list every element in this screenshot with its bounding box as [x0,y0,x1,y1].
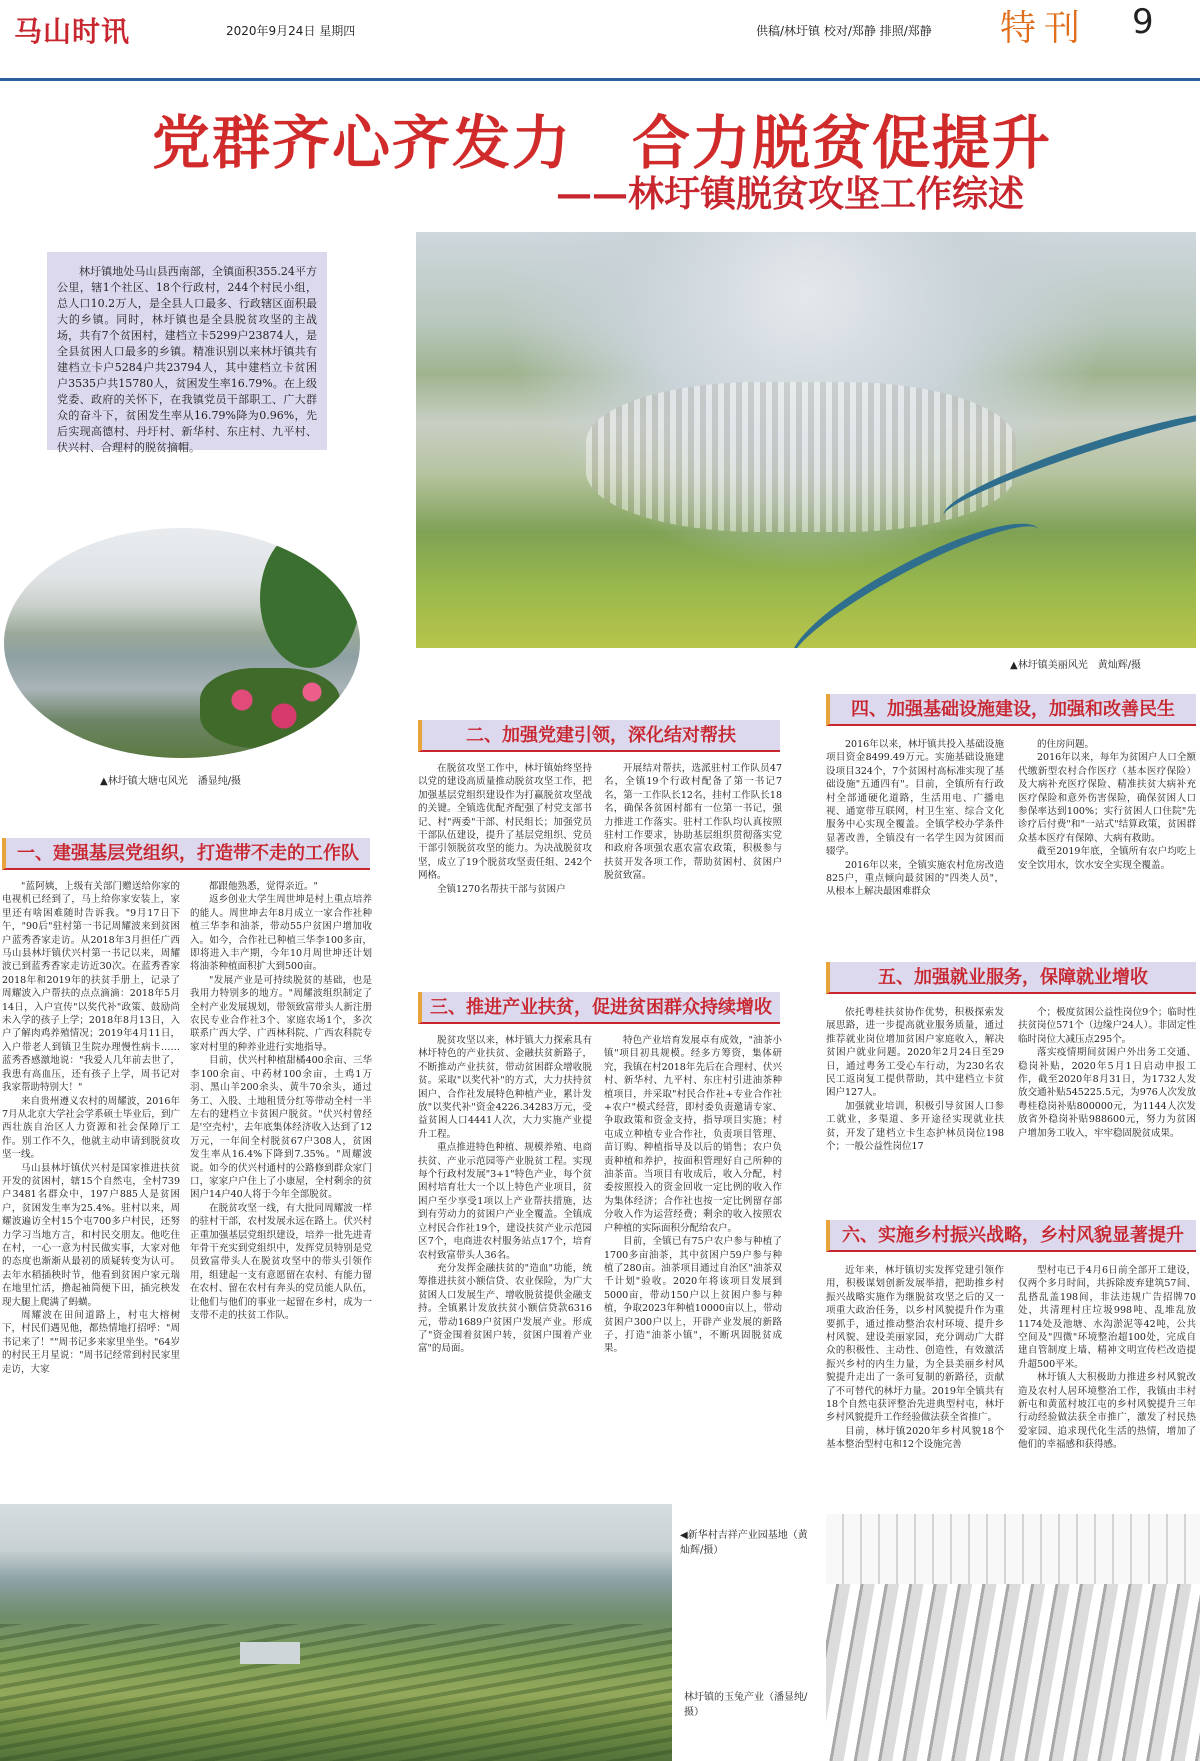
paragraph: 来自贵州遵义农村的周耀波，2016年7月从北京大学社会学系硕士毕业后，到广西壮族自治区人力资源和社会保障厅工作。别工作不久，他就主动申请到脱贫攻坚一线。 [2,1095,180,1161]
tea-photo-caption: ◀新华村吉祥产业园基地（黄灿辉/摄） [680,1530,808,1556]
photo-tree [260,528,360,668]
paragraph: 目前，林圩镇2020年乡村风貌18个基本整治型村屯和12个设施完善 [826,1425,1004,1451]
paragraph: 截至2019年底，全镇所有农户均吃上安全饮用水，饮水安全实现全覆盖。 [1018,846,1196,871]
paragraph: 2016年以来，全镇实施农村危房改造825户，重点倾向最贫困的"四类人员"，从根本上解决最困难群众 [826,859,1004,898]
village-lake-photo [4,528,360,758]
intro-text: 林圩镇地处马山县西南部，全镇面积355.24平方公里，辖1个社区、18个行政村，244个村民小组，总人口10.2万人，是全县人口最多、行政辖区面积最大的乡镇。同时，林圩镇也是全县脱贫攻坚的主战场，共有7个贫困村，建档立卡5299户23874人，是全县贫困人口最多的乡镇。精准识别以来林圩镇共有建档立卡户5284户共23794人，其中建档立卡贫困户3535户共15780人，贫困发生率16.79%。在上级党委、政府的关怀下，在我镇党员干部职工、广大群众的奋斗下，贫困发生率从16.79%降为0.96%，先后实现高德村、丹圩村、新华村、东庄村、九平村、伏兴村、合理村的脱贫摘帽。 [57,265,317,454]
editor-credits: 供稿/林圩镇 校对/郑静 排照/郑静 [756,24,932,38]
paragraph: 脱贫攻坚以来，林圩镇大力探索具有林圩特色的产业扶贫、金融扶贫新路子，不断推动产业扶贫，带动贫困群众增收脱贫。采取"以奖代补"的方式，大力扶持贫困户、合作社发展特色种植产业，累计发放"以奖代补"资金4226.34283万元，受益贫困人口4441人次，大力实施产业提升工程。 [418,1035,592,1140]
paragraph: 周耀波在田间道路上，村屯大榕树下，村民们遇见他，都热情地打招呼："周书记来了！""周书记多来家里坐坐。"64岁的村民王月星说："周书记经常到村民家里走访，大家 [2,1310,180,1375]
mushroom-photo-caption: 林圩镇的玉兔产业（潘显纯/摄） [684,1692,808,1718]
section-4-column-b [1018,738,1196,956]
section-3-heading: 三、推进产业扶贫，促进贫困群众持续增收 [418,992,780,1024]
photo-crop-rows [0,1624,672,1761]
paragraph: 2016年以来，林圩镇共投入基础设施项目资金8499.49万元。实施基础设施建设项目324个，7个贫困村高标准实现了基础设施"五通四有"。目前，全镇所有行政村全部通硬化道路，生活用电、广播电视、通宽带互联网，村卫生室、综合文化服务中心实现全覆盖。全镇学校办学条件显著改善，全镇没有一名学生因为贫困而辍学。 [826,739,1004,858]
paragraph: 目前，全镇已有75户农户参与种植了1700多亩油茶，其中贫困户59户参与种植了280亩。油茶项目通过自治区"油茶双千计划"验收。2020年将该项目发展到5000亩，带动150户以上贫困户参与种植，争取2023年种植10000亩以上，带动贫困户300户以上，开辟产业发展的新路子，打造"油茶小镇"，不断巩固脱贫成果。 [604,1236,782,1355]
intro-box [47,252,327,454]
section-4-column-a [826,738,1004,956]
section-1-heading: 一、建强基层党组织，打造带不走的工作队 [2,838,370,870]
paragraph: 目前，伏兴村种植甜橘400余亩、三华李100余亩、中药材100余亩，土鸡1万羽、黑山羊200余头、黄牛70余头，通过务工、入股、土地租赁分红等带动全村一半左右的建档立卡贫困户脱贫。"伏兴村曾经是'空壳村'，去年底集体经济收入达到了12万元，一年间全村脱贫67户308人，贫困发生率从16.4%下降到7.35%。"周耀波说。如今的伏兴村通村的公路修到群众家门口，家家户户住上了小康屋，全村剩余的贫困户14户40人将于今年全部脱贫。 [190,1055,372,1201]
paragraph: 型村屯已于4月6日前全部开工建设，仅两个多月时间，共拆除废弃建筑57间、乱搭乱盖198间，非法违规广告招牌70处，共清理村庄垃圾998吨、乱堆乱放1174处及池塘、水沟淤泥等42吨，公共空间及"四微"环境整治超100处，完成自建自管制度上墙、精神文明宣传栏改造提升超500平米。 [1018,1265,1196,1370]
section-6-heading: 六、实施乡村振兴战略，乡村风貌显著提升 [826,1220,1196,1252]
section-5-column-a [826,1006,1004,1212]
section-6-column-b [1018,1264,1196,1506]
paragraph: 都跟他熟悉，觉得亲近。" [209,881,318,892]
section-2-column-a [418,762,592,932]
paragraph: 林圩镇人大积极助力推进乡村风貌改造及农村人居环境整治工作，我镇由丰村新屯和黄蓝村坡江屯的乡村风貌提升三年行动经验做法获全市推广，激发了村民热爱家园、追求现代化生活的热情，增加了他们的幸福感和获得感。 [1018,1372,1196,1451]
paragraph: 2016年以来，每年为贫困户人口全额代缴新型农村合作医疗（基本医疗保险）及大病补充医疗保险、精准扶贫大病补充医疗保险和意外伤害保险，确保贫困人口参保率达到100%；实行贫困人口住院"先诊疗后付费"和"一站式"结算政策，贫困群众基本医疗有保障、大病有救助。 [1018,752,1196,844]
paragraph: 马山县林圩镇伏兴村是国家推进扶贫开发的贫困村，辖15个自然屯，全村739户3481名群众中，197户885人是贫困户，贫困发生率为25.4%。驻村以来，周耀波遍访全村15个屯700多户村民，还努力学习当地方言，和村民交朋友。他吃住在村，一心一意为村民做实事，大家对他的态度也渐渐从最初的质疑转变为认可。去年水稻插秧时节，他看到贫困户家元瑞在地里忙活，撸起袖筒便下田，插完秧发现大腿上爬满了蚂蟥。 [2,1162,180,1308]
village-photo-caption: ▲林圩镇大塘屯风光 潘显纯/摄 [100,776,242,787]
masthead-divider [0,78,1200,81]
paragraph: 个；极度贫困公益性岗位9个；临时性扶贫岗位571个（边缘户24人）。非固定性临时岗位大减压点295个。 [1018,1007,1196,1045]
paragraph: 加强就业培训，积极引导贫困人口参工就业，多渠道、多开途径实现就业扶贫，开发了建档立卡生态护林员岗位198个；一般公益性岗位17 [826,1100,1004,1153]
mushroom-greenhouse-photo [826,1514,1200,1761]
photo-greenhouse-roof [826,1514,1200,1584]
section-4-heading: 四、加强基础设施建设，加强和改善民生 [826,694,1196,726]
section-5-column-b [1018,1006,1196,1212]
section-2-heading: 二、加强党建引领，深化结对帮扶 [418,720,780,752]
paragraph: 开展结对帮扶，选派驻村工作队员47名，全镇19个行政村配备了第一书记7名，第一工作队长12名，挂村工作队长18名，确保各贫困村都有一位第一书记，强力推进工作落实。驻村工作队均认真按照驻村工作要求，协助基层组织贯彻落实党和政府各项强农惠农富农政策，积极参与扶贫开发各项工作，帮助贫困村、贫困户脱贫致富。 [604,763,782,882]
paragraph: 近年来，林圩镇切实发挥党建引领作用，积极谋划创新发展举措，把助推乡村振兴战略实施作为继脱贫攻坚之后的又一项重大政治任务，以乡村风貌提升作为重要抓手，通过推动整治农村环境、提升乡村风貌、建设美丽家园，充分调动广大群众的积极性、主动性、创造性，有效激活振兴乡村的内生力量，为全县美丽乡村风貌提升走出了一条可复制的新路径，贡献了不可替代的林圩力量。2019年全镇共有18个自然屯获评整治先进典型村屯，林圩乡村风貌提升工作经验做法获全省推广。 [826,1265,1004,1424]
subheadline: ——林圩镇脱贫攻坚工作综述 [556,173,1025,215]
aerial-photo-caption: ▲林圩镇美丽风光 黄灿辉/摄 [1010,660,1142,671]
paragraph: "发展产业是可持续脱贫的基础，也是我用力特别多的地方。"周耀波组织制定了全村产业发展规划，带领致富带头人新注册农民专业合作社3个、家庭农场1个，多次联系广西大学、广西林科院、广西农科院专家对村里的种养业进行实地指导。 [190,974,372,1053]
tea-plantation-photo [0,1504,672,1761]
paragraph: 在脱贫攻坚一线，有大批同周耀波一样的驻村干部，农村发展永远在路上。伏兴村正重加强基层党组织建设，培养一批先进青年骨干充实到党组织中，发挥党员特别是党员致富带头人在脱贫攻坚中的带头引领作用，组建起一支有意愿留在农村、有能力留在农村、留在农村有奔头的党员能人队伍，让他们与他们的事业一起留在乡村，成为一支带不走的扶贫工作队。 [190,1202,372,1321]
section-1-column-b [190,880,372,1492]
section-5-heading: 五、加强就业服务，保障就业增收 [826,962,1196,994]
section-1-column-a [2,880,180,1492]
paragraph: "蓝阿姨，上级有关部门赠送给你家的电视机已经到了，马上给你家安装上，家里还有啥困难随时告诉我。"9月17日下午，"90后"驻村第一书记周耀波来到贫困户蓝秀香家走访。从2018年3月担任广西马山县林圩镇伏兴村第一书记以来，周耀波已到蓝秀香家走访近30次。在蓝秀香家2018年和2019年的扶贫手册上，记录了周耀波入户帮扶的点点滴滴：2018年5月14日，入户宣传"以奖代补"政策、鼓励尚未入学的孩子上学；2018年8月13日，入户了解肉鸡养殖情况；2019年4月11日，入户带老人到镇卫生院办理慢性病卡……蓝秀香感激地说："我爱人几年前去世了，我患有高血压，还有孩子上学，周书记对我家帮助特别大！" [2,881,180,1094]
photo-flowers [200,668,340,748]
paragraph: 依托粤桂扶贫协作优势，积极探索发展思路，进一步提高就业服务质量，通过推荐就业岗位增加贫困户家庭收入，解决贫困户就业问题。2020年2月24日至29日，通过粤务工受心车行动，为230名农民工返岗复工提供帮助，其中建档立卡贫困户127人。 [826,1007,1004,1099]
newspaper-logo: 马山时讯 [14,15,131,48]
paragraph: 特色产业培育发展卓有成效，"油茶小镇"项目初具规模。经多方筹资，集体研究，我镇在村2018年先后在合理村、伏兴村、新华村、九平村、东庄村引进油茶种植项目，并采取"村民合作社+专业合作社+农户"模式经营，即村委负责邀请专家、争取政策和资金支持，指导项目实施；村屯成立种植专业合作社，负责项目管理、苗订购、种植指导及以后的销售；农户负责种植和养护，按面积管理好自己所种的油茶苗。当项目有收成后，收入分配，村委按照投入的资金回收一定比例的收入作为集体经济；合作社也按一定比例留存部分收入作为运营经费；剩余的收入按照农户种植的实际面积分配给农户。 [604,1035,782,1234]
section-6-column-a [826,1264,1004,1506]
headline: 党群齐心齐发力 合力脱贫促提升 [152,109,1053,177]
paragraph: 落实疫情期间贫困户外出务工交通、稳岗补贴，2020年5月1日启动申报工作，截至2020年8月31日，为1732人发放交通补贴545225.5元，为976人次发放粤桂稳岗补贴800000元，为1144人次发放省外稳岗补贴988600元，努力为贫困户增加务工收入，牢牢稳固脱贫成果。 [1018,1047,1196,1139]
paragraph: 全镇1270名帮扶干部与贫困户 [437,883,566,895]
page-number: 9 [1132,2,1154,42]
paragraph: 的住房问题。 [1037,739,1095,750]
section-name: 特刊 [1000,8,1089,49]
paragraph: 充分发挥金融扶贫的"造血"功能，统筹推进扶贫小额信贷、农业保险，为广大贫困人口发展生产、增收脱贫提供金融支持。全镇累计发放扶贫小额信贷款6316元，带动1689户贫困户发展产业。形成了"资金围着贫困户转，贫困户围着产业富"的局面。 [418,1262,592,1355]
section-3-column-b [604,1034,782,1450]
section-2-column-b [604,762,782,932]
issue-date: 2020年9月24日 星期四 [226,24,356,38]
paragraph: 返乡创业大学生周世坤是村上重点培养的能人。周世坤去年8月成立一家合作社种植三华李和油茶，带动55户贫困户增加收入。如今，合作社已种植三华李100多亩，即将进入丰产期，今年10月周世坤还计划将油茶种植面积扩大到500亩。 [190,894,372,973]
aerial-town-photo [416,232,1196,648]
photo-growing-beds [826,1584,1200,1761]
section-3-column-a [418,1034,592,1450]
paragraph: 重点推进特色种植、规模养殖、电商扶贫、产业示范园等产业脱贫工程。实现每个行政村发展"3+1"特色产业，每个贫困村培育壮大一个以上特色产业项目，贫困户至少享受1项以上产业帮扶措施，达到有劳动力的贫困户产业全覆盖。全镇成立村民合作社19个，建设扶贫产业示范园区7个，电商进农村服务站点17个，培育农村致富带头人36名。 [418,1142,592,1261]
photo-building [240,1642,300,1664]
paragraph: 在脱贫攻坚工作中，林圩镇始终坚持以党的建设高质量推动脱贫攻坚工作，把加强基层党组织建设作为打赢脱贫攻坚战的关键。全镇选优配齐配强了村党支部书记、村"两委"干部、村民组长；加强党员干部队伍建设，提升了基层党组织、党员干部引领脱贫攻坚的能力。为决战脱贫攻坚，成立了19个脱贫攻坚责任组、242个网格。 [418,763,592,882]
